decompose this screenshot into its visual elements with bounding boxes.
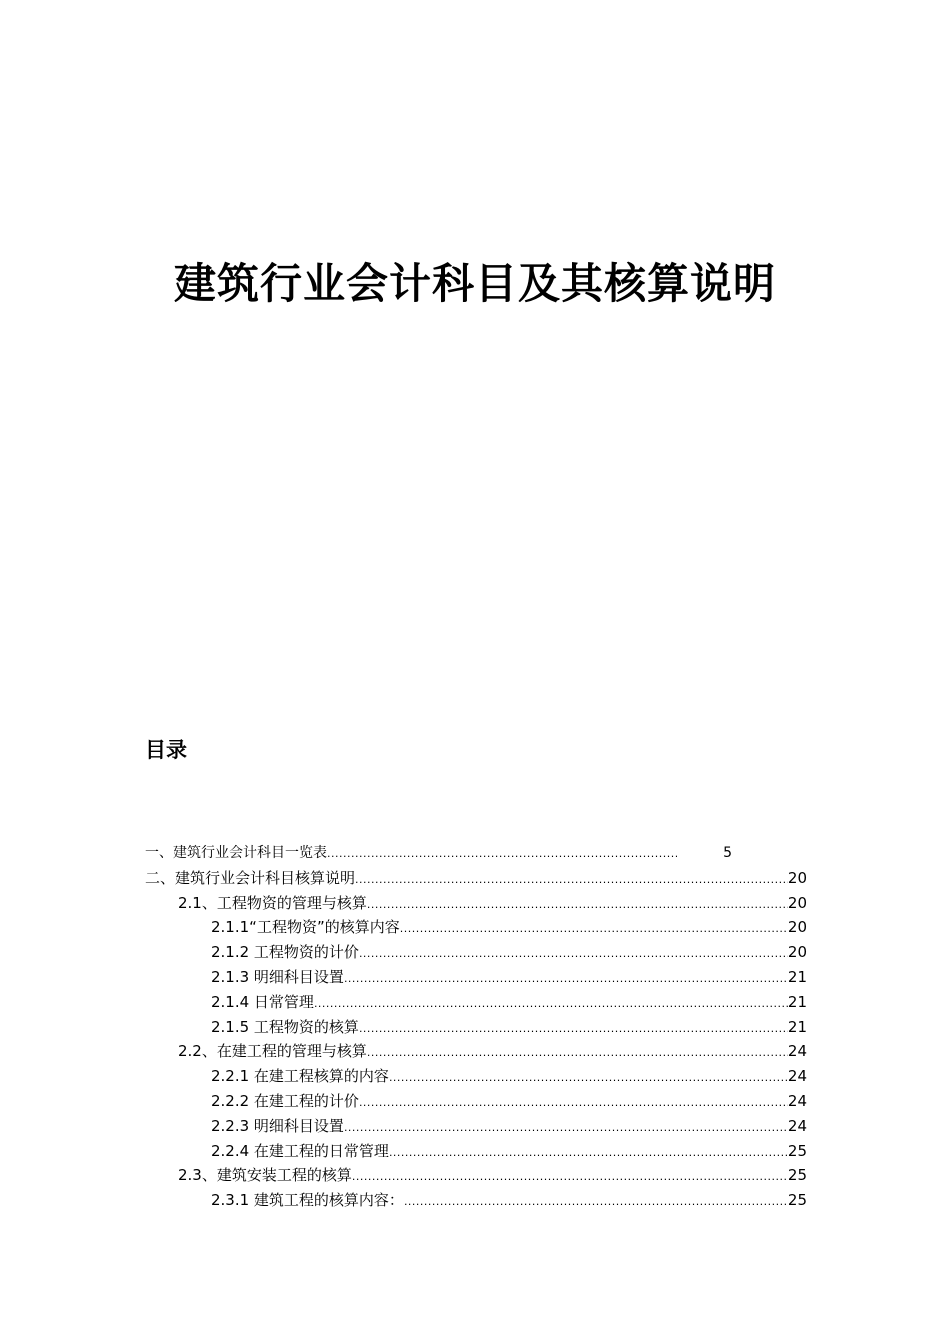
toc-entry[interactable] bbox=[145, 891, 807, 916]
toc-entry-page: 20 bbox=[787, 918, 807, 937]
toc-entry-page: 5 bbox=[723, 845, 732, 861]
toc-leader-dots bbox=[400, 917, 788, 942]
toc-entry[interactable] bbox=[145, 915, 807, 940]
toc-entry-label: 2.1、工程物资的管理与核算 bbox=[178, 893, 367, 912]
toc-entry-label: 2.1.3 明细科目设置 bbox=[211, 967, 344, 986]
toc-entry-page: 25 bbox=[787, 1141, 807, 1160]
toc-entry[interactable] bbox=[145, 940, 807, 965]
toc-entry-label: 2.2、在建工程的管理与核算 bbox=[178, 1042, 367, 1061]
toc-entry-page: 21 bbox=[787, 1017, 807, 1036]
toc-entry-page: 24 bbox=[787, 1067, 807, 1086]
toc-entry[interactable] bbox=[145, 990, 807, 1015]
toc-entry-page: 25 bbox=[787, 1191, 807, 1210]
toc-entry-page: 20 bbox=[787, 868, 807, 887]
toc-leader-dots bbox=[359, 1091, 788, 1116]
toc-leader-dots bbox=[327, 842, 677, 867]
toc-entry-label: 2.1.2 工程物资的计价 bbox=[211, 943, 359, 962]
toc-leader-dots bbox=[367, 893, 788, 918]
toc-leader-dots bbox=[352, 1165, 788, 1190]
toc-entry[interactable] bbox=[145, 866, 807, 891]
toc-entry-label: 2.1.5 工程物资的核算 bbox=[211, 1017, 359, 1036]
toc-entry[interactable] bbox=[145, 1089, 807, 1114]
toc-entry-label: 2.3.1 建筑工程的核算内容： bbox=[211, 1191, 404, 1210]
toc-entry[interactable] bbox=[145, 1114, 807, 1139]
toc-entry-page: 21 bbox=[787, 992, 807, 1011]
toc-entry-label: 2.1.4 日常管理 bbox=[211, 992, 314, 1011]
toc-entry-page: 21 bbox=[787, 967, 807, 986]
toc-heading: 目录 bbox=[145, 738, 187, 762]
toc-leader-dots bbox=[359, 942, 788, 967]
toc-entry-page: 24 bbox=[787, 1116, 807, 1135]
toc-entry[interactable] bbox=[145, 1064, 807, 1089]
toc-entry-label: 二、建筑行业会计科目核算说明 bbox=[145, 868, 356, 887]
toc-leader-dots bbox=[344, 1116, 788, 1141]
toc-entry[interactable] bbox=[145, 1139, 807, 1164]
toc-leader-dots bbox=[404, 1190, 788, 1215]
toc-entry[interactable] bbox=[145, 965, 807, 990]
toc-entry-label: 2.2.4 在建工程的日常管理 bbox=[211, 1141, 389, 1160]
toc-entry-label: 2.2.3 明细科目设置 bbox=[211, 1116, 344, 1135]
toc-entry-label: 2.3、建筑安装工程的核算 bbox=[178, 1166, 352, 1185]
toc-entry-page: 24 bbox=[787, 1042, 807, 1061]
toc-leader-dots bbox=[359, 1017, 788, 1042]
toc-entry[interactable] bbox=[145, 1039, 807, 1064]
toc-entry-label: 2.2.2 在建工程的计价 bbox=[211, 1091, 359, 1110]
toc-entry-page: 24 bbox=[787, 1091, 807, 1110]
toc-entry[interactable] bbox=[145, 1015, 807, 1040]
toc-entry-label: 2.2.1 在建工程核算的内容 bbox=[211, 1067, 389, 1086]
toc-entry-page: 25 bbox=[787, 1166, 807, 1185]
toc-entry[interactable] bbox=[145, 1188, 807, 1213]
toc-entry-page: 20 bbox=[787, 893, 807, 912]
toc-entry[interactable] bbox=[145, 841, 807, 866]
toc-leader-dots bbox=[355, 868, 788, 893]
toc-leader-dots bbox=[367, 1041, 788, 1066]
toc-leader-dots bbox=[344, 967, 788, 992]
document-title: 建筑行业会计科目及其核算说明 bbox=[173, 259, 776, 308]
toc-entry-label: 一、建筑行业会计科目一览表 bbox=[145, 845, 327, 861]
table-of-contents bbox=[145, 841, 807, 1213]
toc-entry-label: 2.1.1“工程物资”的核算内容 bbox=[211, 918, 400, 937]
toc-leader-dots bbox=[389, 1066, 788, 1091]
toc-leader-dots bbox=[314, 992, 788, 1017]
toc-entry-page: 20 bbox=[787, 943, 807, 962]
toc-leader-dots bbox=[389, 1141, 788, 1166]
toc-entry[interactable] bbox=[145, 1163, 807, 1188]
